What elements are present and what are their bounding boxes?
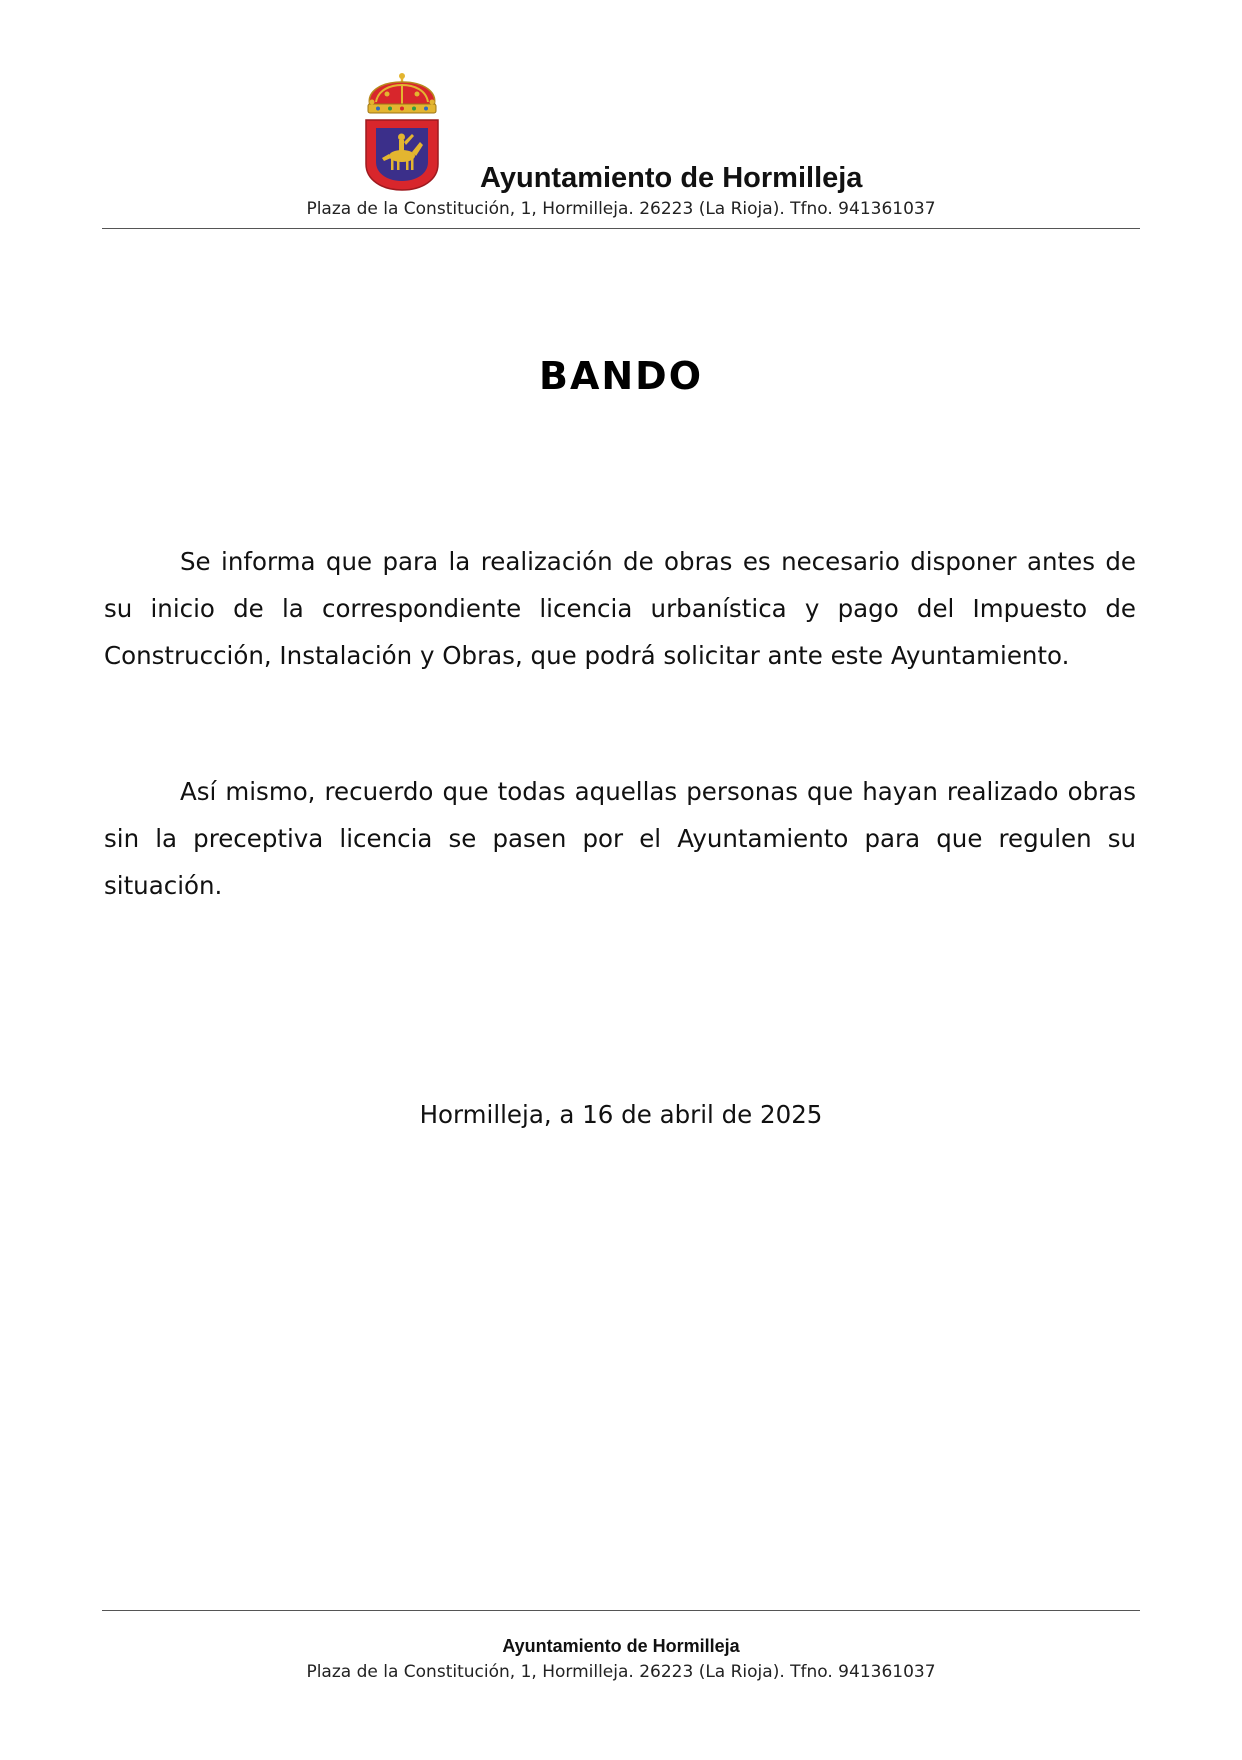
shield-icon xyxy=(366,120,438,190)
body-paragraph-1: Se informa que para la realización de obras es necesario disponer antes de su inicio de la correspondiente licencia urbanística y pago del Impuesto de Construcción, Instalación y Obras, que podrá solicitar ante este Ayuntamiento. xyxy=(104,547,1136,670)
closing-date-line: Hormilleja, a 16 de abril de 2025 xyxy=(419,1100,823,1129)
document-title: BANDO xyxy=(538,354,704,398)
header-organization-name: Ayuntamiento de Hormilleja xyxy=(480,162,863,194)
header-divider xyxy=(102,228,1140,229)
body-paragraph-2: Así mismo, recuerdo que todas aquellas personas que hayan realizado obras sin la preceptiva licencia se pasen por el Ayuntamiento para que regulen su situación. xyxy=(104,777,1136,900)
footer-organization-name: Ayuntamiento de Hormilleja xyxy=(502,1636,740,1656)
crown-icon xyxy=(368,73,436,113)
footer-address: Plaza de la Constitución, 1, Hormilleja. 26223 (La Rioja). Tfno. 941361037 xyxy=(306,1662,936,1682)
coat-of-arms-icon xyxy=(362,72,442,192)
header-address: Plaza de la Constitución, 1, Hormilleja. 26223 (La Rioja). Tfno. 941361037 xyxy=(306,199,936,219)
footer-divider xyxy=(102,1610,1140,1611)
